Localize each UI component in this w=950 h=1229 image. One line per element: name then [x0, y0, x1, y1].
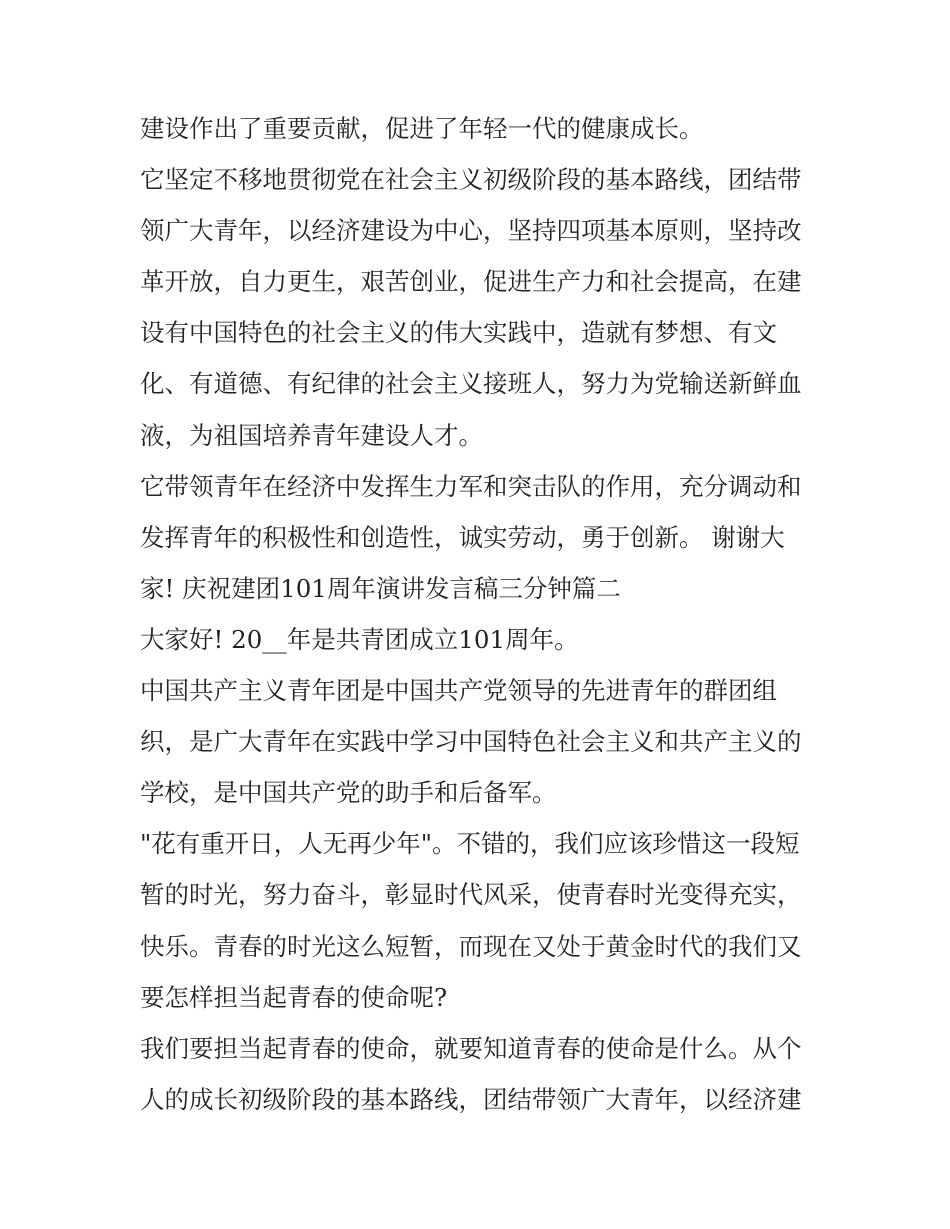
text-line: 中国共产主义青年团是中国共产党领导的先进青年的群团组	[140, 676, 777, 706]
text-line: 要怎样担当起青春的使命呢?	[140, 982, 448, 1012]
text-line: 学校，是中国共产党的助手和后备军。	[140, 778, 557, 808]
text-line: "花有重开日，人无再少年"。不错的，我们应该珍惜这一段短	[140, 829, 800, 859]
text-line: 革开放，自力更生，艰苦创业，促进生产力和社会提高，在建	[140, 267, 802, 297]
text-line: 织，是广大青年在实践中学习中国特色社会主义和共产主义的	[140, 727, 802, 757]
text-line: 领广大青年，以经济建设为中心，坚持四项基本原则，坚持改	[140, 216, 802, 246]
text-line: 建设作出了重要贡献，促进了年轻一代的健康成长。	[140, 114, 704, 143]
text-line: 它坚定不移地贯彻党在社会主义初级阶段的基本路线，团结带	[140, 165, 802, 195]
text-line: 快乐。青春的时光这么短暂，而现在又处于黄金时代的我们又	[140, 931, 802, 961]
text-line: 暂的时光，努力奋斗，彰显时代风采，使青春时光变得充实，	[140, 880, 802, 910]
text-line: 人的成长初级阶段的基本路线，团结带领广大青年，以经济建	[140, 1084, 802, 1114]
text-line: 我们要担当起青春的使命，就要知道青春的使命是什么。从个	[140, 1033, 802, 1063]
text-line: 设有中国特色的社会主义的伟大实践中，造就有梦想、有文	[140, 318, 777, 348]
text-line: 大家好! 20__年是共青团成立101周年。	[140, 624, 579, 654]
text-line: 化、有道德、有纪律的社会主义接班人，努力为党输送新鲜血	[140, 369, 802, 399]
document-body	[140, 103, 812, 1125]
text-line: 它带领青年在经济中发挥生力军和突击队的作用，充分调动和	[140, 471, 802, 501]
text-line: 发挥青年的积极性和创造性，诚实劳动，勇于创新。 谢谢大	[140, 522, 785, 552]
text-line: 家! 庆祝建团101周年演讲发言稿三分钟篇二	[140, 573, 621, 603]
text-line: 液，为祖国培养青年建设人才。	[140, 420, 483, 450]
